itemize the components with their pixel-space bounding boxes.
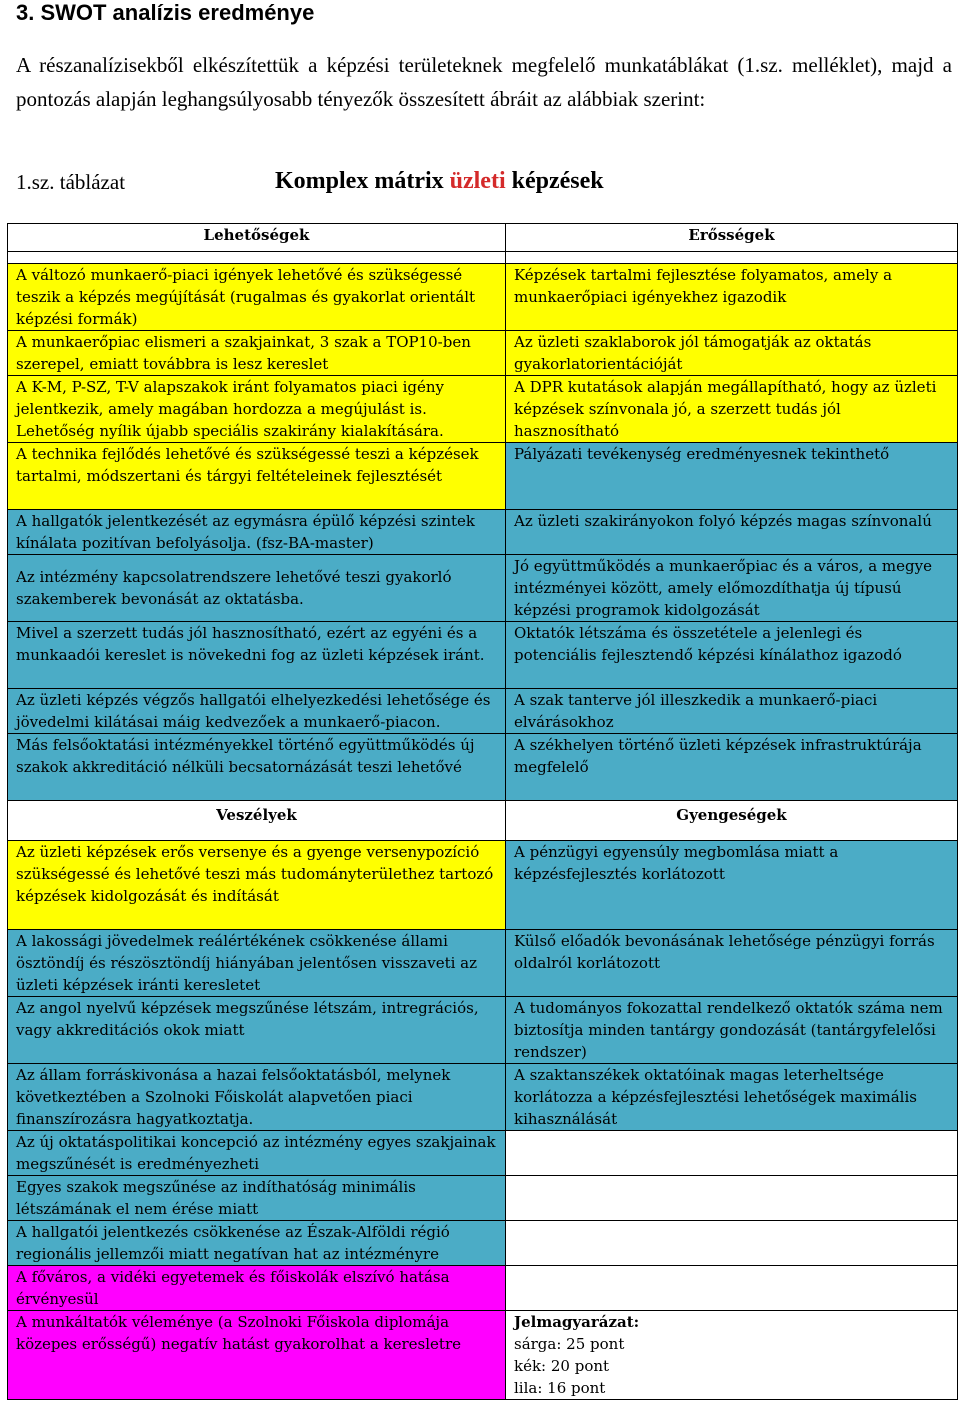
legend-item-blue: kék: 20 pont xyxy=(514,1357,610,1375)
header-opportunities: Lehetőségek xyxy=(8,224,506,252)
table-row xyxy=(8,555,958,622)
weakness-cell: Külső előadók bevonásának lehetősége pénzügyi forrás oldalról korlátozott xyxy=(506,930,958,997)
opportunity-cell: Az üzleti képzés végzős hallgatói elhelyezkedési lehetősége és jövedelmi kilátásai máig kedvezőek a munkaerő-piacon. xyxy=(8,689,506,734)
threat-cell: Az új oktatáspolitikai koncepció az intézmény egyes szakjainak megszűnését is eredményezheti xyxy=(8,1131,506,1176)
table-row xyxy=(8,1064,958,1131)
header-strengths: Erősségek xyxy=(506,224,958,252)
table-row xyxy=(8,264,958,331)
section-heading: 3. SWOT analízis eredménye xyxy=(16,0,315,25)
table-row xyxy=(8,1266,958,1311)
strength-cell: A székhelyen történő üzleti képzések infrastruktúrája megfelelő xyxy=(506,734,958,801)
spacer-cell xyxy=(8,252,506,264)
weakness-cell: A pénzügyi egyensúly megbomlása miatt a képzésfejlesztés korlátozott xyxy=(506,841,958,930)
legend-title: Jelmagyarázat: xyxy=(514,1313,640,1331)
table-row xyxy=(8,510,958,555)
opportunity-cell: A technika fejlődés lehetővé és szükségessé teszi a képzések tartalmi, módszertani és tárgyi feltételeinek fejlesztését xyxy=(8,443,506,510)
table-caption-title xyxy=(275,168,604,195)
table-row xyxy=(8,841,958,930)
threat-cell: A munkáltatók véleménye (a Szolnoki Főiskola diplomája közepes erősségű) negatív hatást gyakorolhat a keresletre xyxy=(8,1311,506,1400)
spacer-cell xyxy=(506,252,958,264)
table-row xyxy=(8,689,958,734)
table-row xyxy=(8,622,958,689)
spacer-row xyxy=(8,252,958,264)
table-row xyxy=(8,1221,958,1266)
threat-cell: Az angol nyelvű képzések megszűnése létszám, intregrációs, vagy akkreditációs okok miatt xyxy=(8,997,506,1064)
threat-cell: Egyes szakok megszűnése az indíthatóság minimális létszámának el nem érése miatt xyxy=(8,1176,506,1221)
strength-cell: Az üzleti szaklaborok jól támogatják az oktatás gyakorlatorientációját xyxy=(506,331,958,376)
caption-title-highlight: üzleti xyxy=(449,168,506,194)
threat-cell: A főváros, a vidéki egyetemek és főiskolák elszívó hatása érvényesül xyxy=(8,1266,506,1311)
threat-cell: Az állam forráskivonása a hazai felsőoktatásból, melynek következtében a Szolnoki Főiskolát alapvetően piaci finanszírozásra hagyatkoztatja. xyxy=(8,1064,506,1131)
opportunity-text: Az intézmény kapcsolatrendszere lehetővé teszi gyakorló szakemberek bevonását az oktatásba. xyxy=(16,568,452,608)
opportunity-cell: A változó munkaerő-piaci igények lehetővé és szükségessé teszik a képzés megújítását (rugalmas és gyakorlat orientált képzési formák) xyxy=(8,264,506,331)
weakness-cell xyxy=(506,1266,958,1311)
opportunity-cell: Mivel a szerzett tudás jól hasznosítható, ezért az egyéni és a munkaadói kereslet is növekedni fog az üzleti képzések iránt. xyxy=(8,622,506,689)
opportunity-cell: A K-M, P-SZ, T-V alapszakok iránt folyamatos piaci igény jelentkezik, amely magában hordozza a megújulást is. Lehetőség nyílik újabb speciális szakirány kialakítására. xyxy=(8,376,506,443)
threat-cell: Az üzleti képzések erős versenye és a gyenge versenypozíció szükségessé és lehetővé teszi más tudományterülethez tartozó képzések kidolgozását és indítását xyxy=(8,841,506,930)
threat-cell: A hallgatói jelentkezés csökkenése az Észak-Alföldi régió regionális jellemzői miatt negatívan hat az intézményre xyxy=(8,1221,506,1266)
table-caption-label: 1.sz. táblázat xyxy=(16,170,126,194)
swot-table xyxy=(7,223,958,1400)
strength-cell: Pályázati tevékenység eredményesnek tekinthető xyxy=(506,443,958,510)
table-row xyxy=(8,376,958,443)
strength-cell: Oktatók létszáma és összetétele a jelenlegi és potenciális fejlesztendő képzési kínálathoz igazodó xyxy=(506,622,958,689)
opportunity-cell: A munkaerőpiac elismeri a szakjainkat, 3 szak a TOP10-ben szerepel, emiatt továbbra is lesz kereslet xyxy=(8,331,506,376)
opportunity-cell: A hallgatók jelentkezését az egymásra épülő képzési szintek kínálata pozitívan befolyásolja. (fsz-BA-master) xyxy=(8,510,506,555)
weakness-cell: A szaktanszékek oktatóinak magas leterheltsége korlátozza a képzésfejlesztési lehetőségek maximális kihasználását xyxy=(506,1064,958,1131)
strength-cell: Képzések tartalmi fejlesztése folyamatos, amely a munkaerőpiaci igényekhez igazodik xyxy=(506,264,958,331)
legend-item-yellow: sárga: 25 pont xyxy=(514,1335,625,1353)
table-row xyxy=(8,1311,958,1400)
table-row xyxy=(8,930,958,997)
table-row xyxy=(8,1131,958,1176)
table-row xyxy=(8,1176,958,1221)
table-row xyxy=(8,997,958,1064)
weakness-cell xyxy=(506,1221,958,1266)
strength-cell: Az üzleti szakirányokon folyó képzés magas színvonalú xyxy=(506,510,958,555)
header-threats: Veszélyek xyxy=(8,801,506,841)
legend-item-purple: lila: 16 pont xyxy=(514,1379,606,1397)
weakness-cell xyxy=(506,1176,958,1221)
intro-paragraph: A részanalízisekből elkészítettük a képzési területeknek megfelelő munkatáblákat (1.sz. melléklet), majd a pontozás alapján leghangsúlyosabb tényezők összesített ábráit az alábbiak szerint: xyxy=(16,53,952,111)
table-row xyxy=(8,331,958,376)
caption-title-pre: Komplex mátrix xyxy=(275,168,450,194)
table-row xyxy=(8,734,958,801)
weakness-cell: A tudományos fokozattal rendelkező oktatók száma nem biztosítja minden tantárgy gondozását (tantárgyfelelősi rendszer) xyxy=(506,997,958,1064)
legend-cell xyxy=(506,1311,958,1400)
header-row-top xyxy=(8,224,958,252)
header-row-bottom xyxy=(8,801,958,841)
strength-cell: Jó együttműködés a munkaerőpiac és a város, a megye intézményei között, amely előmozdíthatja új típusú képzési programok kidolgozását xyxy=(506,555,958,622)
table-row xyxy=(8,443,958,510)
opportunity-cell xyxy=(8,555,506,622)
threat-cell: A lakossági jövedelmek reálértékének csökkenése állami ösztöndíj és részösztöndíj hiányában jelentősen visszaveti az üzleti képzések iránti keresletet xyxy=(8,930,506,997)
weakness-cell xyxy=(506,1131,958,1176)
opportunity-cell: Más felsőoktatási intézményekkel történő együttműködés új szakok akkreditáció nélküli becsatornázását teszi lehetővé xyxy=(8,734,506,801)
strength-cell: A DPR kutatások alapján megállapítható, hogy az üzleti képzések színvonala jó, a szerzett tudás jól hasznosítható xyxy=(506,376,958,443)
strength-cell: A szak tanterve jól illeszkedik a munkaerő-piaci elvárásokhoz xyxy=(506,689,958,734)
header-weaknesses: Gyengeségek xyxy=(506,801,958,841)
caption-title-post: képzések xyxy=(505,168,604,194)
